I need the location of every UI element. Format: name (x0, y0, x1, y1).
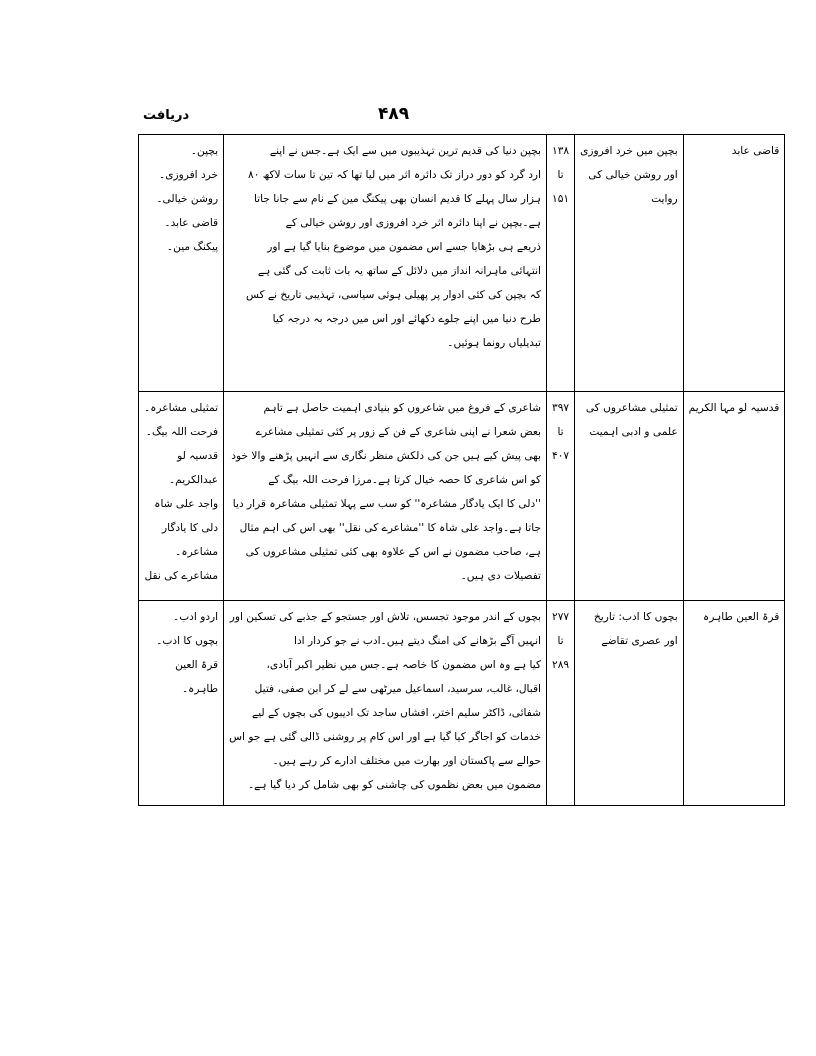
summary-line: بعض شعرا نے اپنی شاعری کے فن کے زور پر کئی تمثیلی مشاعرے (255, 426, 541, 438)
author-cell (683, 601, 785, 806)
summary-line: تفصیلات دی ہیں۔ (460, 570, 541, 582)
article-title-line: علمی و ادبی اہمیت (589, 426, 678, 438)
keyword: بچپن۔ (190, 145, 219, 157)
page-range: ۱۳۸ (552, 145, 570, 157)
summary-cell (224, 135, 547, 392)
keywords-cell (139, 392, 224, 601)
summary-line: کو اس شاعری کا حصہ خیال کرتا ہے۔مرزا فرحت اللہ بیگ کے (268, 474, 541, 486)
summary-line: ہے، صاحب مضمون نے اس کے علاوہ بھی کئی تمثیلی مشاعروں کی (245, 546, 541, 558)
summary-line: ہے۔بچپن نے اپنا دائرہ اثر خرد افروزی اور روشن خیالی کے (285, 217, 541, 229)
summary-line: شاعری کے فروغ میں شاعروں کو بنیادی اہمیت حاصل ہے تاہم (263, 402, 541, 414)
keywords-cell (139, 601, 224, 806)
journal-name: دریافت (143, 108, 190, 123)
pages-cell (547, 601, 575, 806)
summary-line: ہزار سال پہلے کا قدیم انسان بھی پیکنگ مین کے نام سے جانا جاتا (253, 193, 541, 205)
index-table (138, 134, 785, 806)
table-row (139, 601, 785, 806)
summary-line: حوالے سے پاکستان اور بھارت میں مختلف ادارے کر رہے ہیں۔ (272, 755, 541, 767)
page-range: تا (557, 169, 564, 181)
table-row (139, 392, 785, 601)
keyword: قاضی عابد۔ (164, 217, 219, 229)
summary-line: خدمات کو اجاگر کیا گیا ہے اور اس کام پر روشنی ڈالی گئی ہے جو اس (229, 731, 541, 743)
summary-line: اقبال، غالب، سرسید، اسماعیل میرٹھی سے لے کر ابن صفی، فتیل (254, 683, 541, 695)
article-title-line: تمثیلی مشاعروں کی (585, 402, 678, 414)
summary-line: بچوں کے اندر موجود تجسس، تلاش اور جستجو کے جذبے کی تسکین اور (229, 611, 541, 623)
author-name: قرۃ العین طاہرہ (703, 611, 780, 623)
summary-line: کہ بچپن کی کئی ادوار پر پھیلی ہوئی سیاسی، تہذیبی تاریخ نے کس (245, 289, 541, 301)
summary-line: طرح دنیا میں اپنے جلوے دکھائے اور اس میں درجہ بہ درجہ کیا (272, 313, 541, 325)
page-range: ۲۸۹ (552, 659, 570, 671)
article-title-line: روایت (651, 193, 678, 205)
author-name: قاضی عابد (731, 145, 780, 157)
summary-line: ''دلی کا ایک یادگار مشاعرہ'' کو سب سے پہلا تمثیلی مشاعرہ قرار دیا (232, 498, 541, 510)
summary-line: جاتا ہے۔واجد علی شاہ کا ''مشاعرے کی نقل'' بھی اس کی اہم مثال (239, 522, 541, 534)
keyword: طاہرہ۔ (181, 683, 219, 695)
keyword: پیکنگ مین۔ (166, 241, 219, 253)
summary-line: شفائی، ڈاکٹر سلیم اختر، افشاں ساجد تک ادیبوں کی بچوں کے لیے (252, 707, 541, 719)
keyword: قرۃ العین (175, 659, 219, 671)
article-title-line: بچپن میں خرد افروزی (580, 145, 678, 157)
keyword: روشن خیالی۔ (156, 193, 219, 205)
keyword: واجد علی شاہ (154, 498, 219, 510)
summary-line: بھی پیش کیے ہیں جن کی دلکش منظر نگاری سے انہیں پڑھنے والا خود (231, 450, 541, 462)
table-row (139, 135, 785, 392)
summary-line: بچپن دنیا کی قدیم ترین تہذیبوں میں سے ایک ہے۔جس نے اپنے (269, 145, 541, 157)
keyword: دلی کا یادگار (162, 522, 219, 534)
keyword: قدسیہ لو (177, 450, 219, 462)
summary-line: انتہائی ماہرانہ انداز میں دلائل کے ساتھ یہ بات ثابت کی گئی ہے (257, 265, 541, 277)
page-range: ۱۵۱ (552, 193, 570, 205)
author-name: قدسیہ لو مہا الکریم (688, 402, 780, 414)
page-range: ۴۰۷ (552, 450, 570, 462)
title-cell (575, 601, 684, 806)
keyword: بچوں کا ادب۔ (156, 635, 219, 647)
page-range: تا (557, 426, 564, 438)
keyword: اردو ادب۔ (173, 611, 219, 623)
page-range: ۳۹۷ (552, 402, 570, 414)
summary-cell (224, 601, 547, 806)
summary-line: تبدیلیاں رونما ہوئیں۔ (447, 337, 541, 349)
keyword: مشاعرہ۔ (175, 546, 219, 558)
keywords-cell (139, 135, 224, 392)
keyword: فرحت اللہ بیگ۔ (145, 426, 219, 438)
title-cell (575, 392, 684, 601)
keyword: تمثیلی مشاعرہ۔ (144, 402, 219, 414)
author-cell (683, 135, 785, 392)
page-range: ۲۷۷ (552, 611, 570, 623)
pages-cell (547, 135, 575, 392)
article-title-line: اور روشن خیالی کی (588, 169, 678, 181)
summary-line: ذریعے ہی بڑھایا جسے اس مضمون میں موضوع بنایا گیا ہے اور (267, 241, 541, 253)
summary-line: ارد گرد کو دور دراز تک دائرہ اثر میں لیا تھا کہ تین تا سات لاکھ ۸۰ (248, 169, 541, 181)
summary-line: انہیں آگے بڑھانے کی امنگ دیتے ہیں۔ادب نے جو کردار ادا (294, 635, 541, 647)
keyword: عبدالکریم۔ (168, 474, 219, 486)
article-title-line: اور عصری تقاضے (601, 635, 678, 647)
summary-line: مضمون میں بعض نظموں کی چاشنی کو بھی شامل کر دیا گیا ہے۔ (247, 779, 541, 791)
article-title-line: بچوں کا ادب: تاریخ (593, 611, 678, 623)
page-range: تا (557, 635, 564, 647)
keyword: خرد افروزی۔ (159, 169, 219, 181)
author-cell (683, 392, 785, 601)
page-number: ۴۸۹ (378, 104, 410, 124)
title-cell (575, 135, 684, 392)
pages-cell (547, 392, 575, 601)
summary-cell (224, 392, 547, 601)
summary-line: کیا ہے وہ اس مضمون کا خاصہ ہے۔جس میں نظیر اکبر آبادی، (266, 659, 541, 671)
keyword: مشاعرے کی نقل (144, 570, 219, 582)
